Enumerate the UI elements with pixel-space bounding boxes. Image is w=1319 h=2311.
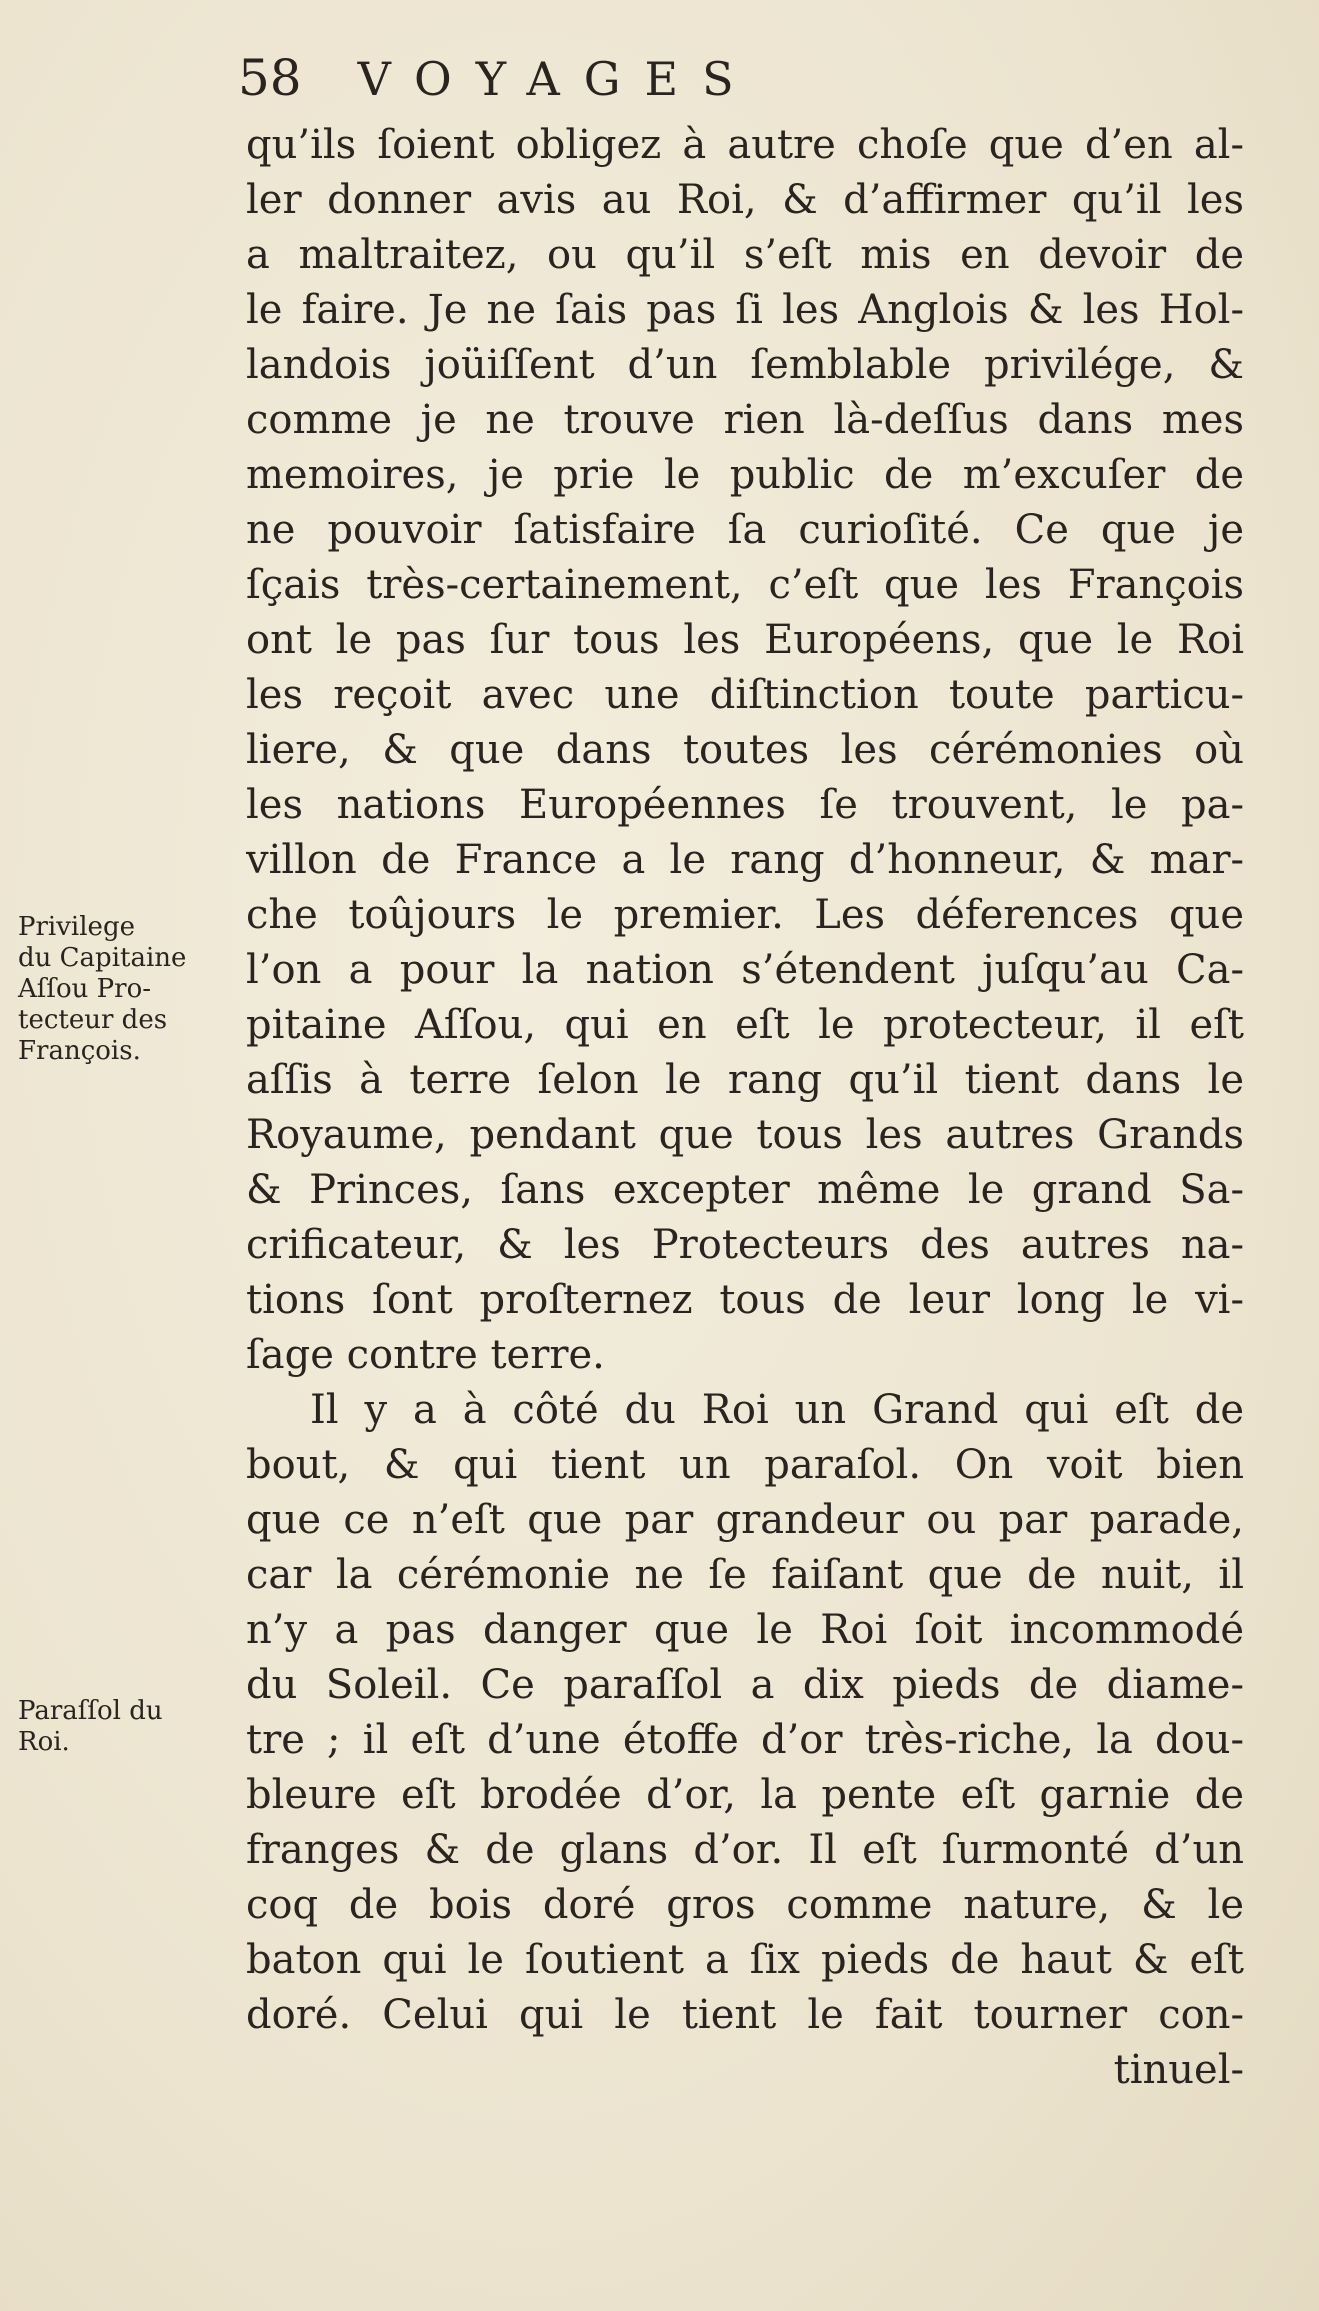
text-line: liere, & que dans toutes les cérémonies où <box>246 727 1244 773</box>
page-number: 58 <box>238 49 302 107</box>
text-line: aſſis à terre ſelon le rang qu’il tient dans le <box>246 1057 1244 1103</box>
text-line: bleure eſt brodée d’or, la pente eſt garnie de <box>246 1772 1244 1818</box>
text-line: les reçoit avec une diſtinction toute particu- <box>246 672 1244 718</box>
text-line: car la cérémonie ne ſe faiſant que de nuit, il <box>246 1552 1244 1598</box>
margin-note-line: Paraſſol du <box>18 1696 163 1726</box>
margin-note-privilege <box>18 912 244 1067</box>
text-line: l’on a pour la nation s’étendent juſqu’au Ca- <box>246 947 1244 993</box>
text-line: bout, & qui tient un paraſol. On voit bien <box>246 1442 1244 1488</box>
text-line: ſage contre terre. <box>246 1332 605 1378</box>
text-line: qu’ils ſoient obligez à autre choſe que d’en al- <box>246 122 1244 168</box>
text-line: franges & de glans d’or. Il eſt ſurmonté d’un <box>246 1827 1244 1873</box>
text-line: coq de bois doré gros comme nature, & le <box>246 1882 1244 1928</box>
body-text <box>246 118 1244 2098</box>
text-line: memoires, je prie le public de m’excuſer de <box>246 452 1244 498</box>
text-line: doré. Celui qui le tient le fait tourner con- <box>246 1992 1244 2038</box>
margin-note-line: François. <box>18 1036 141 1066</box>
margin-note-parasol <box>18 1696 244 1758</box>
text-line: baton qui le ſoutient a ſix pieds de haut & eſt <box>246 1937 1244 1983</box>
page-header <box>238 48 758 108</box>
text-line: pitaine Aſſou, qui en eſt le protecteur, il eſt <box>246 1002 1244 1048</box>
margin-note-line: du Capitaine <box>18 943 187 973</box>
margin-note-line: tecteur des <box>18 1005 168 1035</box>
text-line: ler donner avis au Roi, & d’affirmer qu’il les <box>246 177 1244 223</box>
text-line: villon de France a le rang d’honneur, & mar- <box>246 837 1244 883</box>
text-line: ſçais très-certainement, c’eſt que les François <box>246 562 1244 608</box>
text-line: & Princes, ſans excepter même le grand Sa- <box>246 1167 1244 1213</box>
text-line: que ce n’eſt que par grandeur ou par parade, <box>246 1497 1244 1543</box>
text-line: ne pouvoir ſatisfaire ſa curioſité. Ce que je <box>246 507 1244 553</box>
text-line: tre ; il eſt d’une étoffe d’or très-riche, la dou- <box>246 1717 1244 1763</box>
text-line: crificateur, & les Protecteurs des autres na- <box>246 1222 1244 1268</box>
text-line: les nations Européennes ſe trouvent, le pa- <box>246 782 1244 828</box>
margin-note-line: Privilege <box>18 912 135 942</box>
text-line: Il y a à côté du Roi un Grand qui eſt de <box>310 1387 1244 1433</box>
text-line: le faire. Je ne ſais pas ſi les Anglois & les Hol- <box>246 287 1244 333</box>
catchword: tinuel- <box>1113 2047 1244 2093</box>
margin-note-line: Roi. <box>18 1727 70 1757</box>
text-line: tions ſont proſternez tous de leur long le vi- <box>246 1277 1244 1323</box>
running-title: VOYAGES <box>357 52 758 106</box>
text-line: a maltraitez, ou qu’il s’eſt mis en devoir de <box>246 232 1244 278</box>
text-line: comme je ne trouve rien là-deſſus dans mes <box>246 397 1244 443</box>
text-line: landois joüiſſent d’un ſemblable privilége, & <box>246 342 1244 388</box>
text-line: Royaume, pendant que tous les autres Grands <box>246 1112 1244 1158</box>
text-line: du Soleil. Ce paraſſol a dix pieds de diame- <box>246 1662 1244 1708</box>
text-line: che toûjours le premier. Les déferences que <box>246 892 1244 938</box>
margin-note-line: Aſſou Pro- <box>18 974 152 1004</box>
text-line: n’y a pas danger que le Roi ſoit incommodé <box>246 1607 1244 1653</box>
text-line: ont le pas ſur tous les Européens, que le Roi <box>246 617 1244 663</box>
